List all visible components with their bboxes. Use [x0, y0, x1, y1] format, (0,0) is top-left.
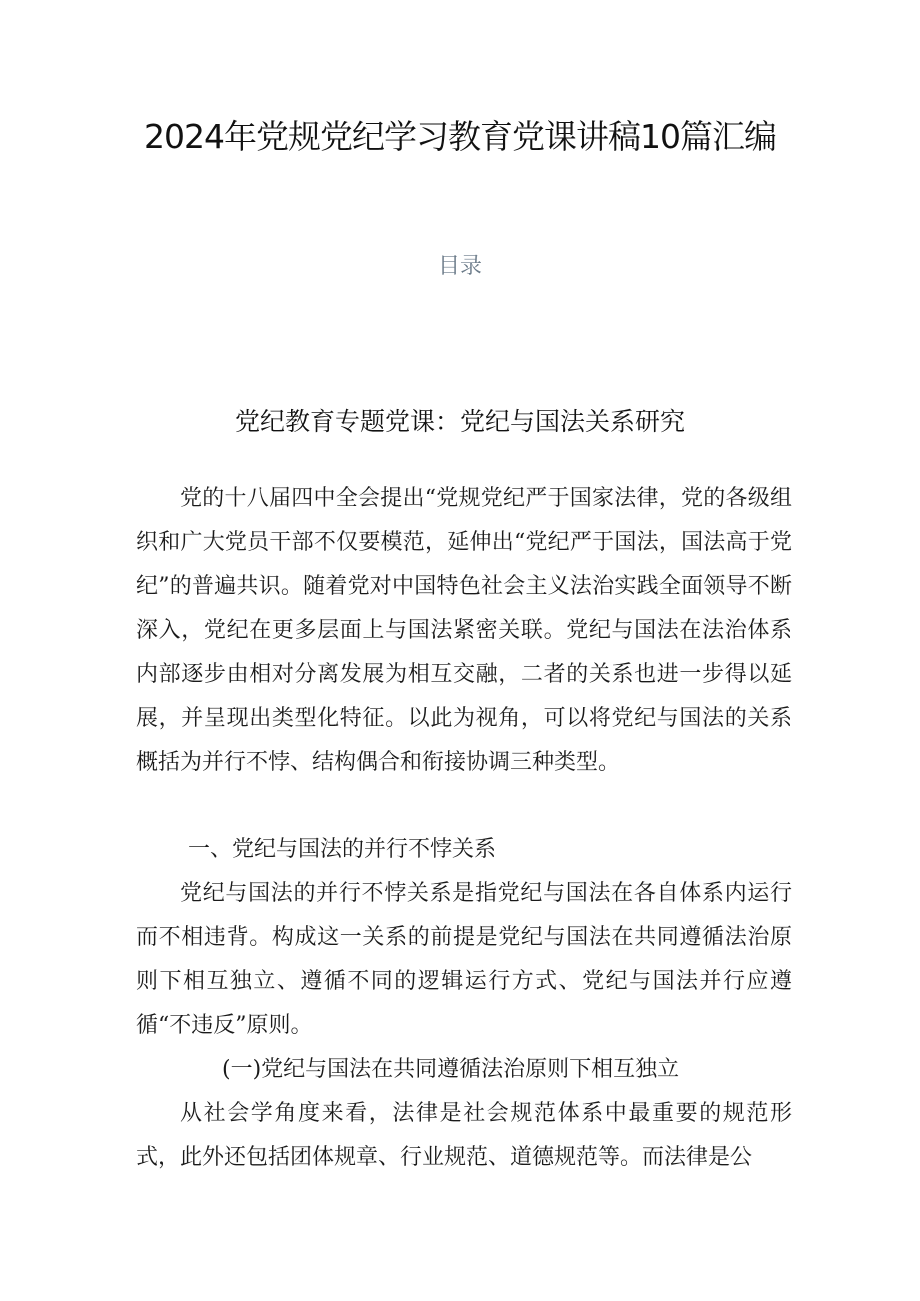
table-of-contents-heading[interactable]: 目录: [437, 254, 482, 279]
section-heading: 一、党纪与国法的并行不悖关系: [188, 837, 497, 862]
paragraph-subsection-1: 从社会学角度来看，法律是社会规范体系中最重要的规范形式，此外还包括团体规章、行业规范、道德规范等。而法律是公: [136, 1101, 792, 1170]
subsection-heading: (一)党纪与国法在共同遵循法治原则下相互独立: [222, 1057, 680, 1082]
article-title: 党纪教育专题党课：党纪与国法关系研究: [234, 407, 685, 436]
document-title: 2024年党规党纪学习教育党课讲稿10篇汇编: [144, 117, 776, 156]
paragraph-intro: 党的十八届四中全会提出“党规党纪严于国家法律，党的各级组织和广大党员干部不仅要模范，延伸出“党纪严于国法，国法高于党纪”的普遍共识。随着党对中国特色社会主义法治实践全面领导不断深入，党纪在更多层面上与国法紧密关联。党纪与国法在法治体系内部逐步由相对分离发展为相互交融，二者的关系也进一步得以延展，并呈现出类型化特征。以此为视角，可以将党纪与国法的关系概括为并行不悖、结构偶合和衔接协调三种类型。: [136, 486, 792, 775]
paragraph-section-1: 党纪与国法的并行不悖关系是指党纪与国法在各自体系内运行而不相违背。构成这一关系的前提是党纪与国法在共同遵循法治原则下相互独立、遵循不同的逻辑运行方式、党纪与国法并行应遵循“不违反”原则。: [136, 881, 792, 1038]
